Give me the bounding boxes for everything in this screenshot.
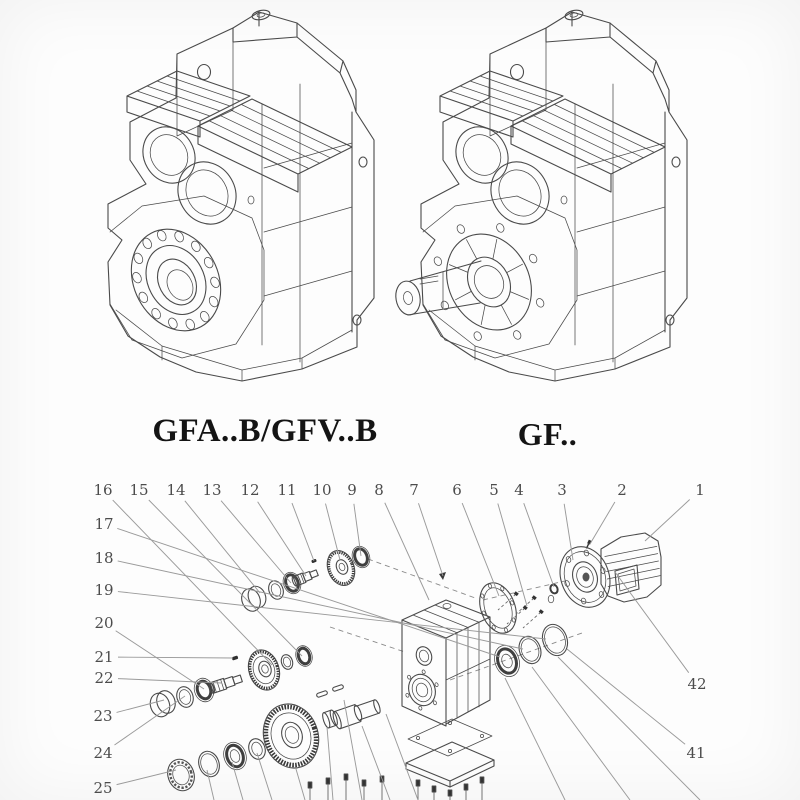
output-stage-parts <box>163 684 382 794</box>
callout-number-16: 16 <box>93 481 113 499</box>
intermediate-gear <box>243 646 284 694</box>
stud-head <box>344 774 348 780</box>
ball-bearing <box>163 756 198 795</box>
callout-number-2: 2 <box>617 481 627 499</box>
callout-number-41: 41 <box>686 744 706 762</box>
bottom-cover-assembly <box>308 719 494 800</box>
exploded-view <box>93 481 706 800</box>
stud-head <box>308 782 312 788</box>
output-key-1 <box>316 690 328 697</box>
callout-number-20: 20 <box>94 614 114 632</box>
motor-flange <box>552 540 618 615</box>
callout-number-1: 1 <box>695 481 705 499</box>
callout-number-42: 42 <box>687 675 707 693</box>
model-label-left: GFA..B/GFV..B <box>152 413 378 449</box>
stud-head <box>464 784 468 790</box>
leader-line-7 <box>418 503 443 576</box>
leader-line-cutoff <box>296 769 305 800</box>
gearcase-housing <box>402 600 490 726</box>
leader-line-cutoff <box>532 667 630 800</box>
callout-number-3: 3 <box>557 481 567 499</box>
callout-number-13: 13 <box>202 481 222 499</box>
leader-line-6 <box>462 503 499 596</box>
gearbox-drawing-shaft-mounted <box>108 9 374 381</box>
leader-line-41 <box>567 649 685 744</box>
callout-number-10: 10 <box>312 481 332 499</box>
hollow-shaft-bore <box>114 213 238 346</box>
callout-number-21: 21 <box>94 648 114 666</box>
leader-line-19 <box>118 592 546 639</box>
output-seal-ring <box>220 739 250 773</box>
callout-number-4: 4 <box>514 481 524 499</box>
leader-line-cutoff <box>386 714 418 800</box>
stud-head <box>448 790 452 796</box>
callout-number-24: 24 <box>93 744 113 762</box>
stud-head <box>432 786 436 792</box>
callout-number-18: 18 <box>94 549 114 567</box>
leader-line-cutoff <box>344 700 362 800</box>
small-bearing <box>549 584 559 595</box>
flange-bolts <box>498 591 544 628</box>
intermediate-stage-parts <box>147 644 315 720</box>
leader-line-8 <box>385 503 429 600</box>
callout-number-17: 17 <box>94 515 114 533</box>
output-key-2 <box>332 684 344 691</box>
callout-layer <box>93 481 706 797</box>
callout-number-11: 11 <box>277 481 297 499</box>
callout-number-6: 6 <box>452 481 462 499</box>
leader-line-2 <box>590 502 615 544</box>
leader-line-15 <box>149 500 302 656</box>
input-pinion-shaft <box>291 568 319 587</box>
leader-line-23 <box>117 700 164 712</box>
input-stage-parts <box>238 544 372 614</box>
leader-line-cutoff <box>362 726 390 800</box>
callout-number-7: 7 <box>409 481 419 499</box>
leader-line-11 <box>292 503 314 561</box>
callout-number-25: 25 <box>93 779 113 797</box>
leader-line-14 <box>185 501 260 593</box>
gearbox-drawing-solid-shaft <box>421 9 687 381</box>
output-shaft <box>331 697 382 729</box>
leader-line-1 <box>645 500 690 541</box>
intermediate-pinion-shaft <box>208 673 243 694</box>
stud-head <box>480 777 484 783</box>
leader-line-18 <box>118 561 523 649</box>
stud-head <box>326 778 330 784</box>
leader-line-21 <box>118 657 233 658</box>
callout-number-19: 19 <box>94 581 114 599</box>
output-rings <box>490 621 571 680</box>
leader-line-25 <box>117 770 176 785</box>
motor <box>552 533 661 614</box>
leader-line-cutoff <box>505 678 565 800</box>
stud-head <box>362 780 366 786</box>
leader-line-16 <box>113 500 272 665</box>
leader-line-4 <box>524 503 554 587</box>
callout-number-22: 22 <box>94 669 114 687</box>
flange-gasket <box>473 578 523 638</box>
output-flange-and-shaft <box>393 219 548 345</box>
leader-line-cutoff <box>257 753 272 800</box>
stud-head <box>416 780 420 786</box>
leader-line-42 <box>615 572 689 673</box>
output-gear <box>255 696 327 775</box>
small-washer <box>548 595 554 603</box>
callout-number-9: 9 <box>347 481 357 499</box>
leader-line-12 <box>258 502 306 576</box>
callout-number-23: 23 <box>93 707 113 725</box>
callout-number-12: 12 <box>240 481 260 499</box>
callout-number-5: 5 <box>489 481 499 499</box>
leader-line-13 <box>221 501 291 583</box>
callout-number-8: 8 <box>374 481 384 499</box>
model-label-right: GF.. <box>517 416 578 452</box>
leader-line-cutoff <box>558 657 700 800</box>
callout-number-15: 15 <box>129 481 149 499</box>
callout-number-14: 14 <box>166 481 186 499</box>
